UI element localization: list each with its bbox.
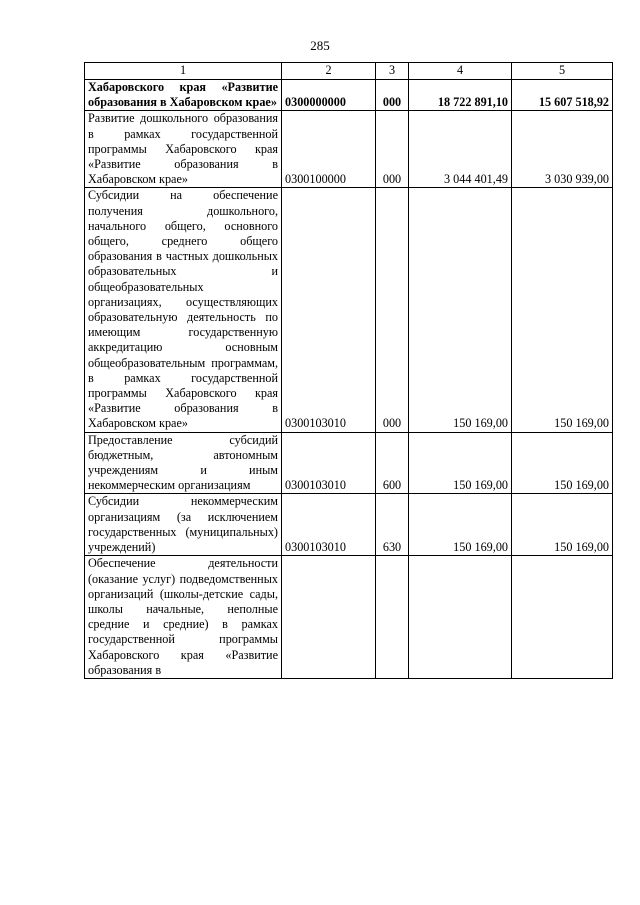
row-amount-col5: 150 169,00 bbox=[512, 188, 613, 432]
row-amount-col5: 150 169,00 bbox=[512, 432, 613, 494]
page-number: 285 bbox=[310, 38, 330, 53]
row-target-code bbox=[282, 556, 376, 679]
row-amount-col4: 3 044 401,49 bbox=[409, 111, 512, 188]
row-expense-type: 000 bbox=[376, 188, 409, 432]
column-header-3: 3 bbox=[376, 63, 409, 80]
table-row bbox=[85, 188, 613, 432]
row-target-code: 0300103010 bbox=[282, 494, 376, 556]
row-description: Развитие дошкольного образования в рамках государственной программы Хабаровского края «Развитие образования в Хабаровском крае» bbox=[85, 111, 282, 188]
row-target-code: 0300103010 bbox=[282, 432, 376, 494]
column-header-5: 5 bbox=[512, 63, 613, 80]
table-row bbox=[85, 556, 613, 679]
row-expense-type bbox=[376, 556, 409, 679]
row-description: Обеспечение деятельности (оказание услуг) подведомственных организаций (школы-детские сады, школы начальные, неполные средние и средние) в рамках государственной программы Хабаровского края «Развитие образования в bbox=[85, 556, 282, 679]
row-expense-type: 600 bbox=[376, 432, 409, 494]
column-header-1: 1 bbox=[85, 63, 282, 80]
row-amount-col5 bbox=[512, 556, 613, 679]
table-header-row bbox=[85, 63, 613, 80]
table-row bbox=[85, 111, 613, 188]
row-amount-col4: 18 722 891,10 bbox=[409, 80, 512, 111]
column-header-4: 4 bbox=[409, 63, 512, 80]
row-target-code: 0300103010 bbox=[282, 188, 376, 432]
row-description: Субсидии на обеспечение получения дошкольного, начального общего, основного общего, среднего общего образования в частных дошкольных образовательных и общеобразовательных организациях, осуществляющих образовательную деятельность по имеющим государственную аккредитацию основным общеобразовательным программам, в рамках государственной программы Хабаровского края «Развитие образования в Хабаровском крае» bbox=[85, 188, 282, 432]
row-expense-type: 630 bbox=[376, 494, 409, 556]
row-target-code: 0300100000 bbox=[282, 111, 376, 188]
row-expense-type: 000 bbox=[376, 80, 409, 111]
row-amount-col4: 150 169,00 bbox=[409, 188, 512, 432]
row-description: Субсидии некоммерческим организациям (за исключением государственных (муниципальных) учреждений) bbox=[85, 494, 282, 556]
row-amount-col5: 15 607 518,92 bbox=[512, 80, 613, 111]
row-description: Предоставление субсидий бюджетным, автономным учреждениям и иным некоммерческим организациям bbox=[85, 432, 282, 494]
row-target-code: 0300000000 bbox=[282, 80, 376, 111]
table-row bbox=[85, 494, 613, 556]
budget-table bbox=[84, 62, 613, 679]
row-amount-col4: 150 169,00 bbox=[409, 432, 512, 494]
row-description: Хабаровского края «Развитие образования в Хабаровском крае» bbox=[85, 80, 282, 111]
row-amount-col5: 150 169,00 bbox=[512, 494, 613, 556]
row-amount-col4: 150 169,00 bbox=[409, 494, 512, 556]
table-row bbox=[85, 80, 613, 111]
row-amount-col4 bbox=[409, 556, 512, 679]
row-expense-type: 000 bbox=[376, 111, 409, 188]
table-row bbox=[85, 432, 613, 494]
column-header-2: 2 bbox=[282, 63, 376, 80]
row-amount-col5: 3 030 939,00 bbox=[512, 111, 613, 188]
